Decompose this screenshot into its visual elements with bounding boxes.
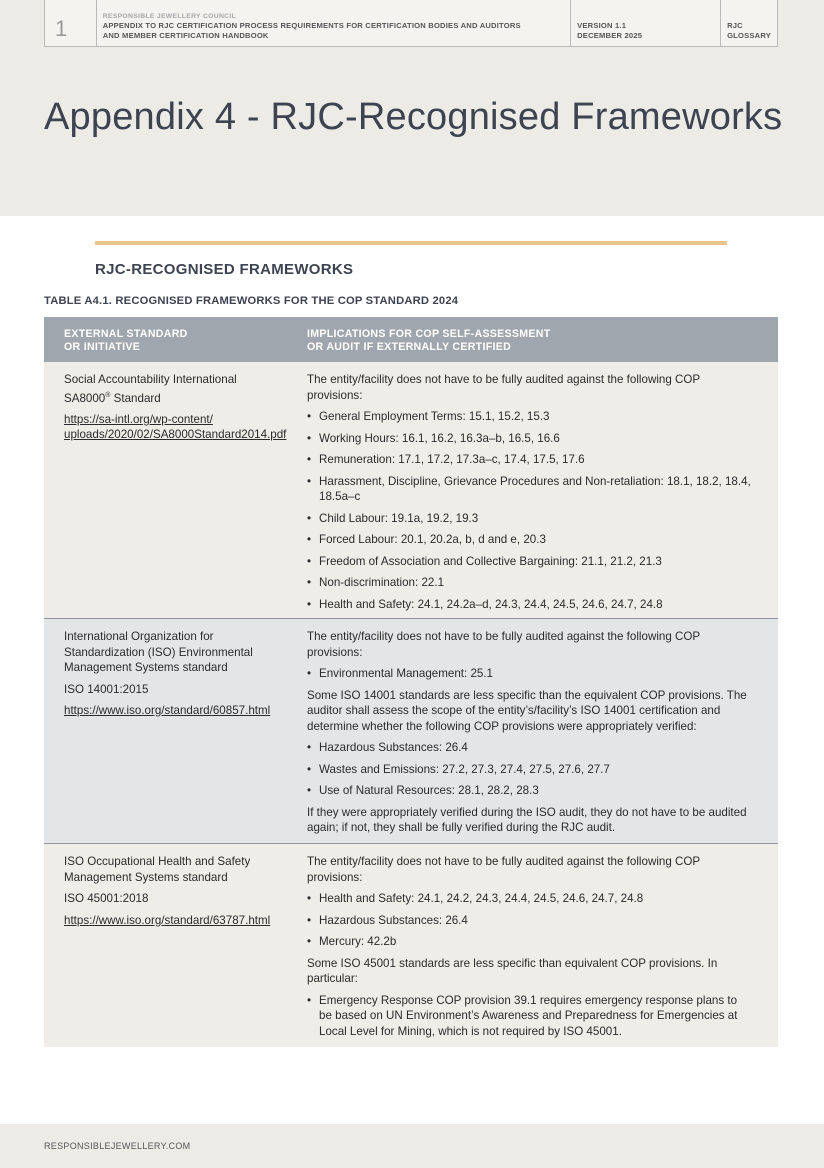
list-item: • Forced Labour: 20.1, 20.2a, b, d and e, 20.3 <box>307 532 758 548</box>
standard-code: ISO 45001:2018 <box>64 892 149 905</box>
implications-outro: If they were appropriately verified during the ISO audit, they do not have to be audited again; if not, they shall be fully verified during the RJC audit. <box>307 805 747 834</box>
version-label: VERSION 1.1 <box>577 21 627 30</box>
standard-link[interactable] <box>64 412 288 443</box>
implications-note: Some ISO 14001 standards are less specific than the equivalent COP provisions. The auditor shall assess the scope of the entity’s/facility’s ISO 14001 certification and determine whether the following COP provisions were appropriately verified: <box>307 688 747 733</box>
list-item: • Use of Natural Resources: 28.1, 28.2, 28.3 <box>307 783 758 799</box>
standard-name: Social Accountability International <box>64 373 237 386</box>
registered-mark: ® <box>105 391 111 399</box>
list-item: • Remuneration: 17.1, 17.2, 17.3a–c, 17.4, 17.5, 17.6 <box>307 452 758 468</box>
running-header <box>44 0 778 47</box>
list-item: • Mercury: 42.2b <box>307 934 758 950</box>
verification-list <box>307 740 758 799</box>
standard-name: International Organization for Standardization (ISO) Environmental Management Systems standard <box>64 630 253 674</box>
column-header-standard-line2: OR INITIATIVE <box>64 341 141 353</box>
section-divider <box>95 241 727 245</box>
table-header <box>44 317 778 362</box>
document-title <box>97 0 571 46</box>
standard-cell <box>44 844 288 1047</box>
list-item: • Emergency Response COP provision 39.1 requires emergency response plans to be based on UN Environment’s Awareness and Preparedness for Emergencies at Local Level for Mining, which is not required by ISO 45001. <box>307 993 758 1040</box>
column-header-standard-line1: EXTERNAL STANDARD <box>64 328 188 340</box>
verification-list <box>307 993 758 1040</box>
table-row <box>44 844 778 1047</box>
implications-cell <box>288 362 778 618</box>
table-caption: TABLE A4.1. RECOGNISED FRAMEWORKS FOR THE COP STANDARD 2024 <box>44 295 459 307</box>
column-header-implications <box>288 317 778 362</box>
list-item: • Health and Safety: 24.1, 24.2a–d, 24.3, 24.4, 24.5, 24.6, 24.7, 24.8 <box>307 597 758 613</box>
list-item: • Wastes and Emissions: 27.2, 27.3, 27.4, 27.5, 27.6, 27.7 <box>307 762 758 778</box>
implications-cell <box>288 619 778 843</box>
list-item: • Hazardous Substances: 26.4 <box>307 913 758 929</box>
column-header-standard <box>44 317 288 362</box>
list-item: • Non-discrimination: 22.1 <box>307 575 758 591</box>
version-info <box>571 0 721 46</box>
frameworks-table <box>44 317 778 1047</box>
glossary-link[interactable] <box>721 0 777 46</box>
table-row <box>44 619 778 844</box>
list-item: • Health and Safety: 24.1, 24.2, 24.3, 24.4, 24.5, 24.6, 24.7, 24.8 <box>307 891 758 907</box>
column-header-implications-line1: IMPLICATIONS FOR COP SELF-ASSESSMENT <box>307 328 551 340</box>
list-item: • Harassment, Discipline, Grievance Procedures and Non-retaliation: 18.1, 18.2, 18.4, 18.5a–c <box>307 474 758 505</box>
standard-link[interactable]: https://www.iso.org/standard/60857.html <box>64 704 271 717</box>
glossary-line1: RJC <box>727 21 743 30</box>
list-item: • Freedom of Association and Collective Bargaining: 21.1, 21.2, 21.3 <box>307 554 758 570</box>
standard-cell <box>44 619 288 843</box>
implications-intro: The entity/facility does not have to be fully audited against the following COP provisions: <box>307 630 700 659</box>
document-title-line1: APPENDIX TO RJC CERTIFICATION PROCESS REQUIREMENTS FOR CERTIFICATION BODIES AND AUDITORS <box>102 21 521 30</box>
standard-link-line1: https://sa-intl.org/wp-content/ <box>64 412 213 426</box>
provisions-list <box>307 666 758 682</box>
list-item: • Working Hours: 16.1, 16.2, 16.3a–b, 16.5, 16.6 <box>307 431 758 447</box>
standard-name-line2 <box>64 388 288 406</box>
provisions-list <box>307 891 758 950</box>
version-date: DECEMBER 2025 <box>577 31 643 40</box>
implications-intro: The entity/facility does not have to be fully audited against the following COP provisions: <box>307 373 700 402</box>
list-item: • Environmental Management: 25.1 <box>307 666 758 682</box>
standard-link[interactable]: https://www.iso.org/standard/63787.html <box>64 913 271 927</box>
section-heading: RJC-RECOGNISED FRAMEWORKS <box>95 261 354 278</box>
provisions-list <box>307 409 758 612</box>
page-title: Appendix 4 - RJC-Recognised Frameworks <box>44 96 783 138</box>
organization-name: RESPONSIBLE JEWELLERY COUNCIL <box>102 13 237 20</box>
column-header-implications-line2: OR AUDIT IF EXTERNALLY CERTIFIED <box>307 341 512 353</box>
table-row <box>44 362 778 619</box>
standard-name: ISO Occupational Health and Safety Management Systems standard <box>64 855 251 884</box>
standard-link-line2: uploads/2020/02/SA8000Standard2014.pdf <box>64 428 287 442</box>
list-item: • Child Labour: 19.1a, 19.2, 19.3 <box>307 511 758 527</box>
standard-name-code: SA8000 <box>64 391 106 405</box>
implications-note: Some ISO 45001 standards are less specific than equivalent COP provisions. In particular: <box>307 956 718 985</box>
list-item: • Hazardous Substances: 26.4 <box>307 740 758 756</box>
document-title-line2: AND MEMBER CERTIFICATION HANDBOOK <box>102 31 269 40</box>
implications-cell <box>288 844 778 1047</box>
list-item: • General Employment Terms: 15.1, 15.2, 15.3 <box>307 409 758 425</box>
page-number: 1 <box>45 0 97 46</box>
implications-intro: The entity/facility does not have to be fully audited against the following COP provisions: <box>307 855 700 884</box>
footer-website-link[interactable]: RESPONSIBLEJEWELLERY.COM <box>44 1141 191 1151</box>
standard-cell <box>44 362 288 618</box>
standard-code: ISO 14001:2015 <box>64 682 149 696</box>
glossary-line2: GLOSSARY <box>727 31 771 40</box>
standard-name-suffix: Standard <box>110 391 161 405</box>
